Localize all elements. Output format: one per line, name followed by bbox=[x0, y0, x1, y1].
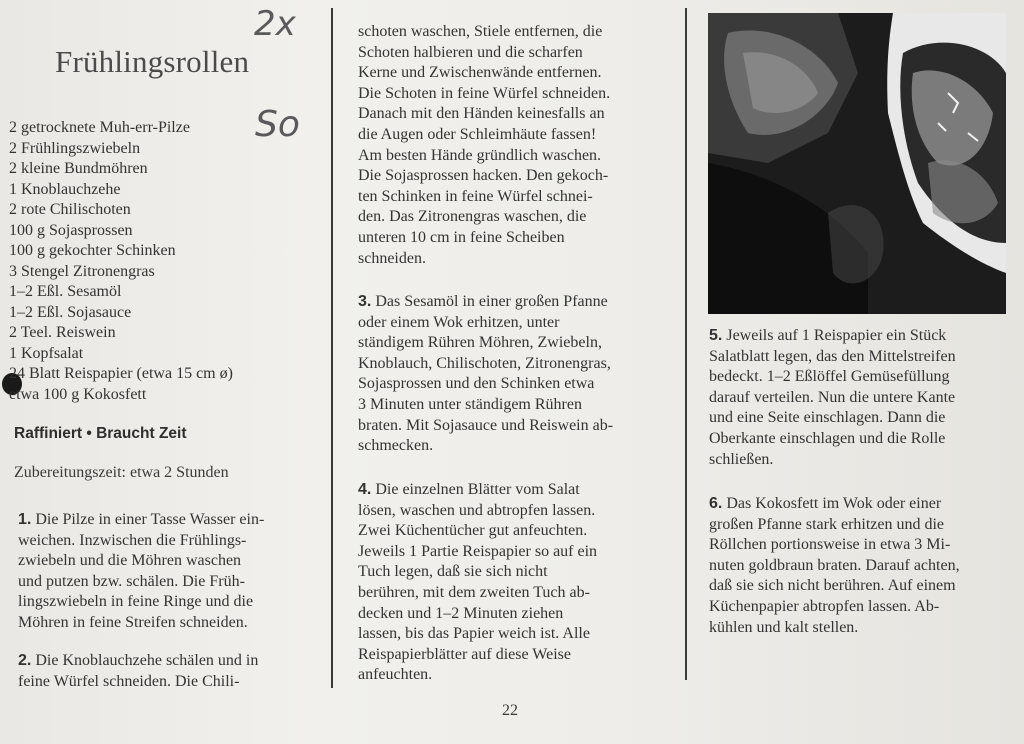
step-text: ten Schinken in feine Würfel schnei- bbox=[358, 187, 593, 205]
step-text: großen Pfanne stark erhitzen und die bbox=[709, 515, 945, 533]
step-text: Die Schoten in feine Würfel schneiden. bbox=[358, 84, 611, 102]
step-6 bbox=[709, 494, 1019, 638]
step-text: Schoten halbieren und die scharfen bbox=[358, 43, 583, 61]
handwritten-note-2x: 2x bbox=[254, 4, 296, 44]
step-text: ständigem Rühren Möhren, Zwiebeln, bbox=[358, 334, 602, 352]
ingredient-item: etwa 100 g Kokosfett bbox=[9, 385, 147, 403]
step-text: Möhren in feine Streifen schneiden. bbox=[18, 613, 248, 631]
step-text: Knoblauch, Chilischoten, Zitronengras, bbox=[358, 354, 611, 372]
step-text: Oberkante einschlagen und die Rolle bbox=[709, 429, 946, 447]
step-text: nuten goldbraun braten. Darauf achten, bbox=[709, 556, 960, 574]
ingredient-item: 1 Kopfsalat bbox=[9, 344, 84, 362]
step-text: schmecken. bbox=[358, 437, 434, 455]
step-text: Das Kokosfett im Wok oder einer bbox=[726, 495, 942, 512]
step-text: Die Knoblauchzehe schälen und in bbox=[35, 652, 259, 669]
step-text: und eine Seite einschlagen. Dann die bbox=[709, 409, 946, 427]
step-text: Am besten Hände gründlich waschen. bbox=[358, 146, 602, 164]
ingredient-item: 24 Blatt Reispapier (etwa 15 cm ø) bbox=[9, 365, 233, 382]
step-text: zwiebeln und die Möhren waschen bbox=[18, 552, 242, 570]
step-1 bbox=[18, 510, 318, 634]
step-number: 4. bbox=[358, 481, 372, 498]
step-text: Kerne und Zwischenwände entfernen. bbox=[358, 64, 602, 82]
step-text: feine Würfel schneiden. Die Chili- bbox=[18, 672, 240, 690]
recipe-tagline: Raffiniert • Braucht Zeit bbox=[14, 425, 187, 442]
step-2-continued bbox=[358, 22, 658, 269]
step-text: schoten waschen, Stiele entfernen, die bbox=[358, 23, 603, 40]
ingredient-item: 2 Frühlingszwiebeln bbox=[9, 139, 141, 157]
step-text: lösen, waschen und abtropfen lassen. bbox=[358, 501, 596, 519]
ingredient-item: 100 g gekochter Schinken bbox=[9, 242, 176, 259]
page-number: 22 bbox=[502, 702, 518, 719]
ingredient-item: 1–2 Eßl. Sojasauce bbox=[9, 303, 132, 321]
prep-time: Zubereitungszeit: etwa 2 Stunden bbox=[14, 464, 229, 481]
ingredient-item: 1 Knoblauchzehe bbox=[9, 180, 121, 198]
step-text: Danach mit den Händen keinesfalls an bbox=[358, 105, 605, 123]
column-divider-left bbox=[331, 8, 333, 688]
step-text: Die Sojasprossen hacken. Den gekoch- bbox=[358, 167, 609, 185]
ingredient-item: 2 kleine Bundmöhren bbox=[9, 160, 148, 177]
step-number: 3. bbox=[358, 293, 372, 310]
step-text: oder einem Wok erhitzen, unter bbox=[358, 313, 560, 331]
ingredient-item: 2 Teel. Reiswein bbox=[9, 324, 116, 341]
step-number: 2. bbox=[18, 652, 32, 669]
step-2 bbox=[18, 651, 318, 692]
step-text: braten. Mit Sojasauce und Reiswein ab- bbox=[358, 416, 614, 434]
recipe-photo bbox=[708, 13, 1006, 314]
step-text: Küchenpapier abtropfen lassen. Ab- bbox=[709, 597, 940, 615]
step-text: anfeuchten. bbox=[358, 666, 433, 684]
step-text: Jeweils 1 Partie Reispapier so auf ein bbox=[358, 542, 598, 560]
step-text: schließen. bbox=[709, 450, 774, 468]
step-text: 3 Minuten unter ständigem Rühren bbox=[358, 395, 582, 413]
ingredient-list bbox=[9, 118, 233, 405]
step-text: Die einzelnen Blätter vom Salat bbox=[375, 481, 580, 498]
step-text: lassen, bis das Papier weich ist. Alle bbox=[358, 625, 590, 643]
step-text: bedeckt. 1–2 Eßlöffel Gemüsefüllung bbox=[709, 368, 950, 386]
step-3 bbox=[358, 292, 658, 457]
step-5 bbox=[709, 326, 1019, 470]
ingredient-item: 2 getrocknete Muh-err-Pilze bbox=[9, 119, 190, 136]
step-text: den. Das Zitronengras waschen, die bbox=[358, 208, 587, 226]
step-text: Röllchen portionsweise in etwa 3 Mi- bbox=[709, 536, 951, 554]
step-text: Sojasprossen und den Schinken etwa bbox=[358, 375, 595, 393]
step-text: Zwei Küchentücher gut anfeuchten. bbox=[358, 522, 588, 540]
step-4 bbox=[358, 480, 658, 686]
step-number: 5. bbox=[709, 327, 723, 344]
step-text: unteren 10 cm in feine Scheiben bbox=[358, 228, 565, 246]
ingredient-item: 2 rote Chilischoten bbox=[9, 201, 131, 218]
step-text: die Augen oder Schleimhäute fassen! bbox=[358, 125, 597, 143]
step-number: 1. bbox=[18, 511, 32, 528]
step-text: Die Pilze in einer Tasse Wasser ein- bbox=[35, 511, 265, 528]
column-divider-right bbox=[685, 8, 687, 680]
step-text: schneiden. bbox=[358, 249, 426, 267]
handwritten-note-so: So bbox=[255, 104, 300, 145]
step-text: Das Sesamöl in einer großen Pfanne bbox=[375, 293, 608, 310]
recipe-title: Frühlingsrollen bbox=[55, 44, 250, 79]
step-text: decken und 1–2 Minuten ziehen bbox=[358, 604, 564, 622]
step-text: berühren, mit dem zweiten Tuch ab- bbox=[358, 583, 590, 601]
step-text: darauf verteilen. Nun die untere Kante bbox=[709, 388, 956, 406]
step-text: lingszwiebeln in feine Ringe und die bbox=[18, 593, 254, 611]
step-text: kühlen und kalt stellen. bbox=[709, 618, 859, 636]
step-text: Tuch legen, daß sie sich nicht bbox=[358, 563, 548, 581]
step-text: weichen. Inzwischen die Frühlings- bbox=[18, 531, 247, 549]
spring-rolls-photo-illustration bbox=[708, 13, 1006, 314]
ingredient-item: 3 Stengel Zitronengras bbox=[9, 262, 155, 280]
step-text: daß sie sich nicht berühren. Auf einem bbox=[709, 577, 956, 595]
step-text: und putzen bzw. schälen. Die Früh- bbox=[18, 572, 245, 590]
ingredient-item: 100 g Sojasprossen bbox=[9, 221, 133, 239]
step-number: 6. bbox=[709, 495, 723, 512]
step-text: Jeweils auf 1 Reispapier ein Stück bbox=[726, 327, 947, 344]
step-text: Salatblatt legen, das den Mittelstreifen bbox=[709, 347, 956, 365]
step-text: Reispapierblätter auf diese Weise bbox=[358, 645, 571, 663]
ingredient-item: 1–2 Eßl. Sesamöl bbox=[9, 283, 122, 300]
